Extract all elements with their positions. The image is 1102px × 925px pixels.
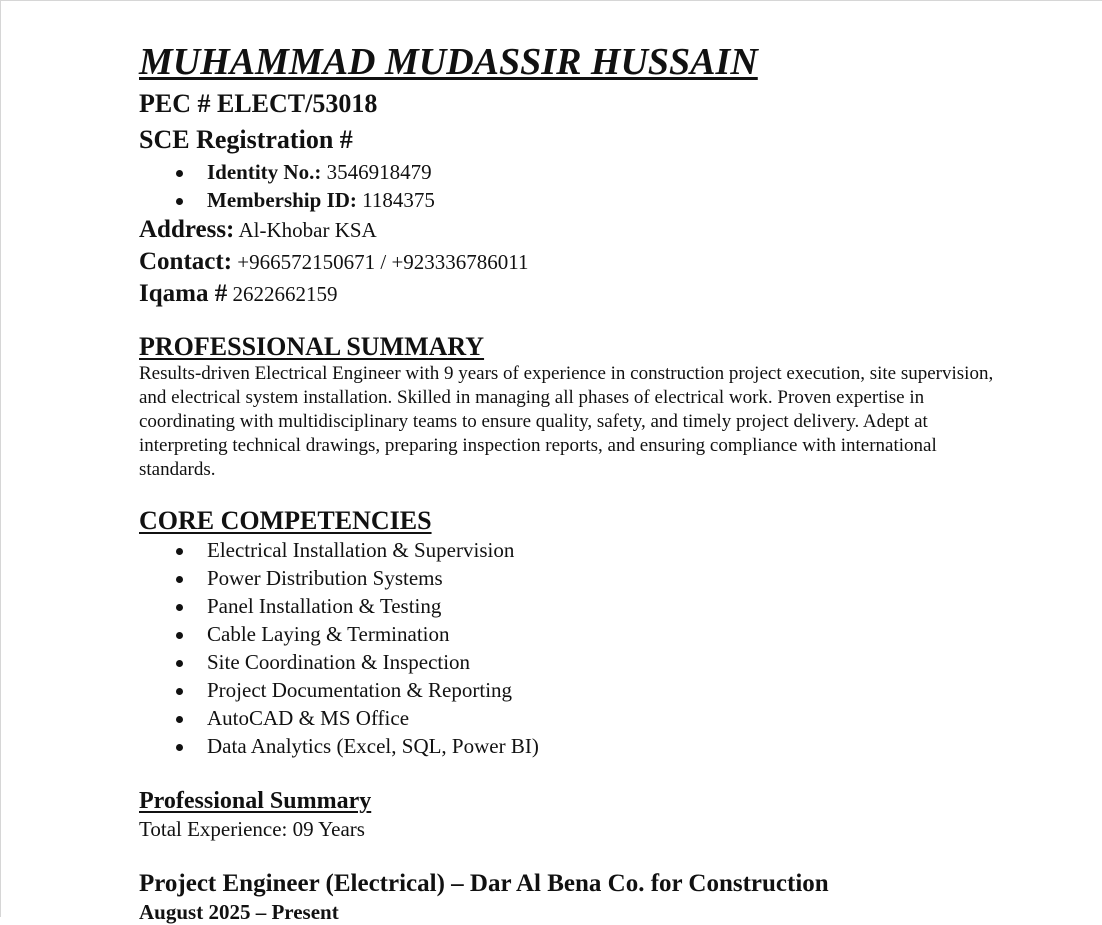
iqama-line [139, 278, 1019, 310]
resume-content [139, 39, 1019, 925]
registration-list [139, 158, 1019, 214]
core-competencies-heading: CORE COMPETENCIES [139, 506, 432, 535]
contact-label: Contact: [139, 248, 233, 275]
contact-value: +966572150671 / +923336786011 [237, 250, 529, 274]
competency-item: Power Distribution Systems [207, 564, 1019, 592]
job-dates: August 2025 – Present [139, 900, 339, 924]
sce-registration-label: SCE Registration # [139, 125, 353, 154]
competency-item: Project Documentation & Reporting [207, 676, 1019, 704]
identity-label: Identity No.: [207, 160, 322, 184]
identity-value: 3546918479 [326, 160, 432, 184]
address-label: Address: [139, 216, 235, 243]
competency-item: AutoCAD & MS Office [207, 704, 1019, 732]
contact-line [139, 246, 1019, 278]
membership-label: Membership ID: [207, 188, 357, 212]
registration-item-identity [207, 158, 1019, 186]
professional-summary-text: Results-driven Electrical Engineer with 9 years of experience in construction project execution, site supervision, and electrical system installation. Skilled in managing all phases of electrical work. Proven expertise in coordinating with multidisciplinary teams to ensure quality, safety, and timely project delivery. Adept at interpreting technical drawings, preparing inspection reports, and ensuring compliance with international standards. [139, 363, 994, 480]
competency-item: Panel Installation & Testing [207, 592, 1019, 620]
iqama-value: 2622662159 [232, 282, 338, 306]
registration-item-membership [207, 186, 1019, 214]
experience-summary-heading: Professional Summary [139, 788, 372, 814]
core-competencies-list [139, 536, 1019, 760]
total-experience: Total Experience: 09 Years [139, 817, 365, 841]
competency-item: Data Analytics (Excel, SQL, Power BI) [207, 732, 1019, 760]
address-value: Al-Khobar KSA [238, 218, 377, 242]
candidate-name: MUHAMMAD MUDASSIR HUSSAIN [139, 41, 758, 83]
professional-summary-heading: PROFESSIONAL SUMMARY [139, 332, 485, 361]
competency-item: Cable Laying & Termination [207, 620, 1019, 648]
membership-value: 1184375 [362, 188, 435, 212]
competency-item: Electrical Installation & Supervision [207, 536, 1019, 564]
address-line [139, 214, 1019, 246]
job-title: Project Engineer (Electrical) – Dar Al Bena Co. for Construction [139, 870, 829, 897]
competency-item: Site Coordination & Inspection [207, 648, 1019, 676]
iqama-label: Iqama # [139, 280, 228, 307]
pec-number: PEC # ELECT/53018 [139, 89, 378, 118]
